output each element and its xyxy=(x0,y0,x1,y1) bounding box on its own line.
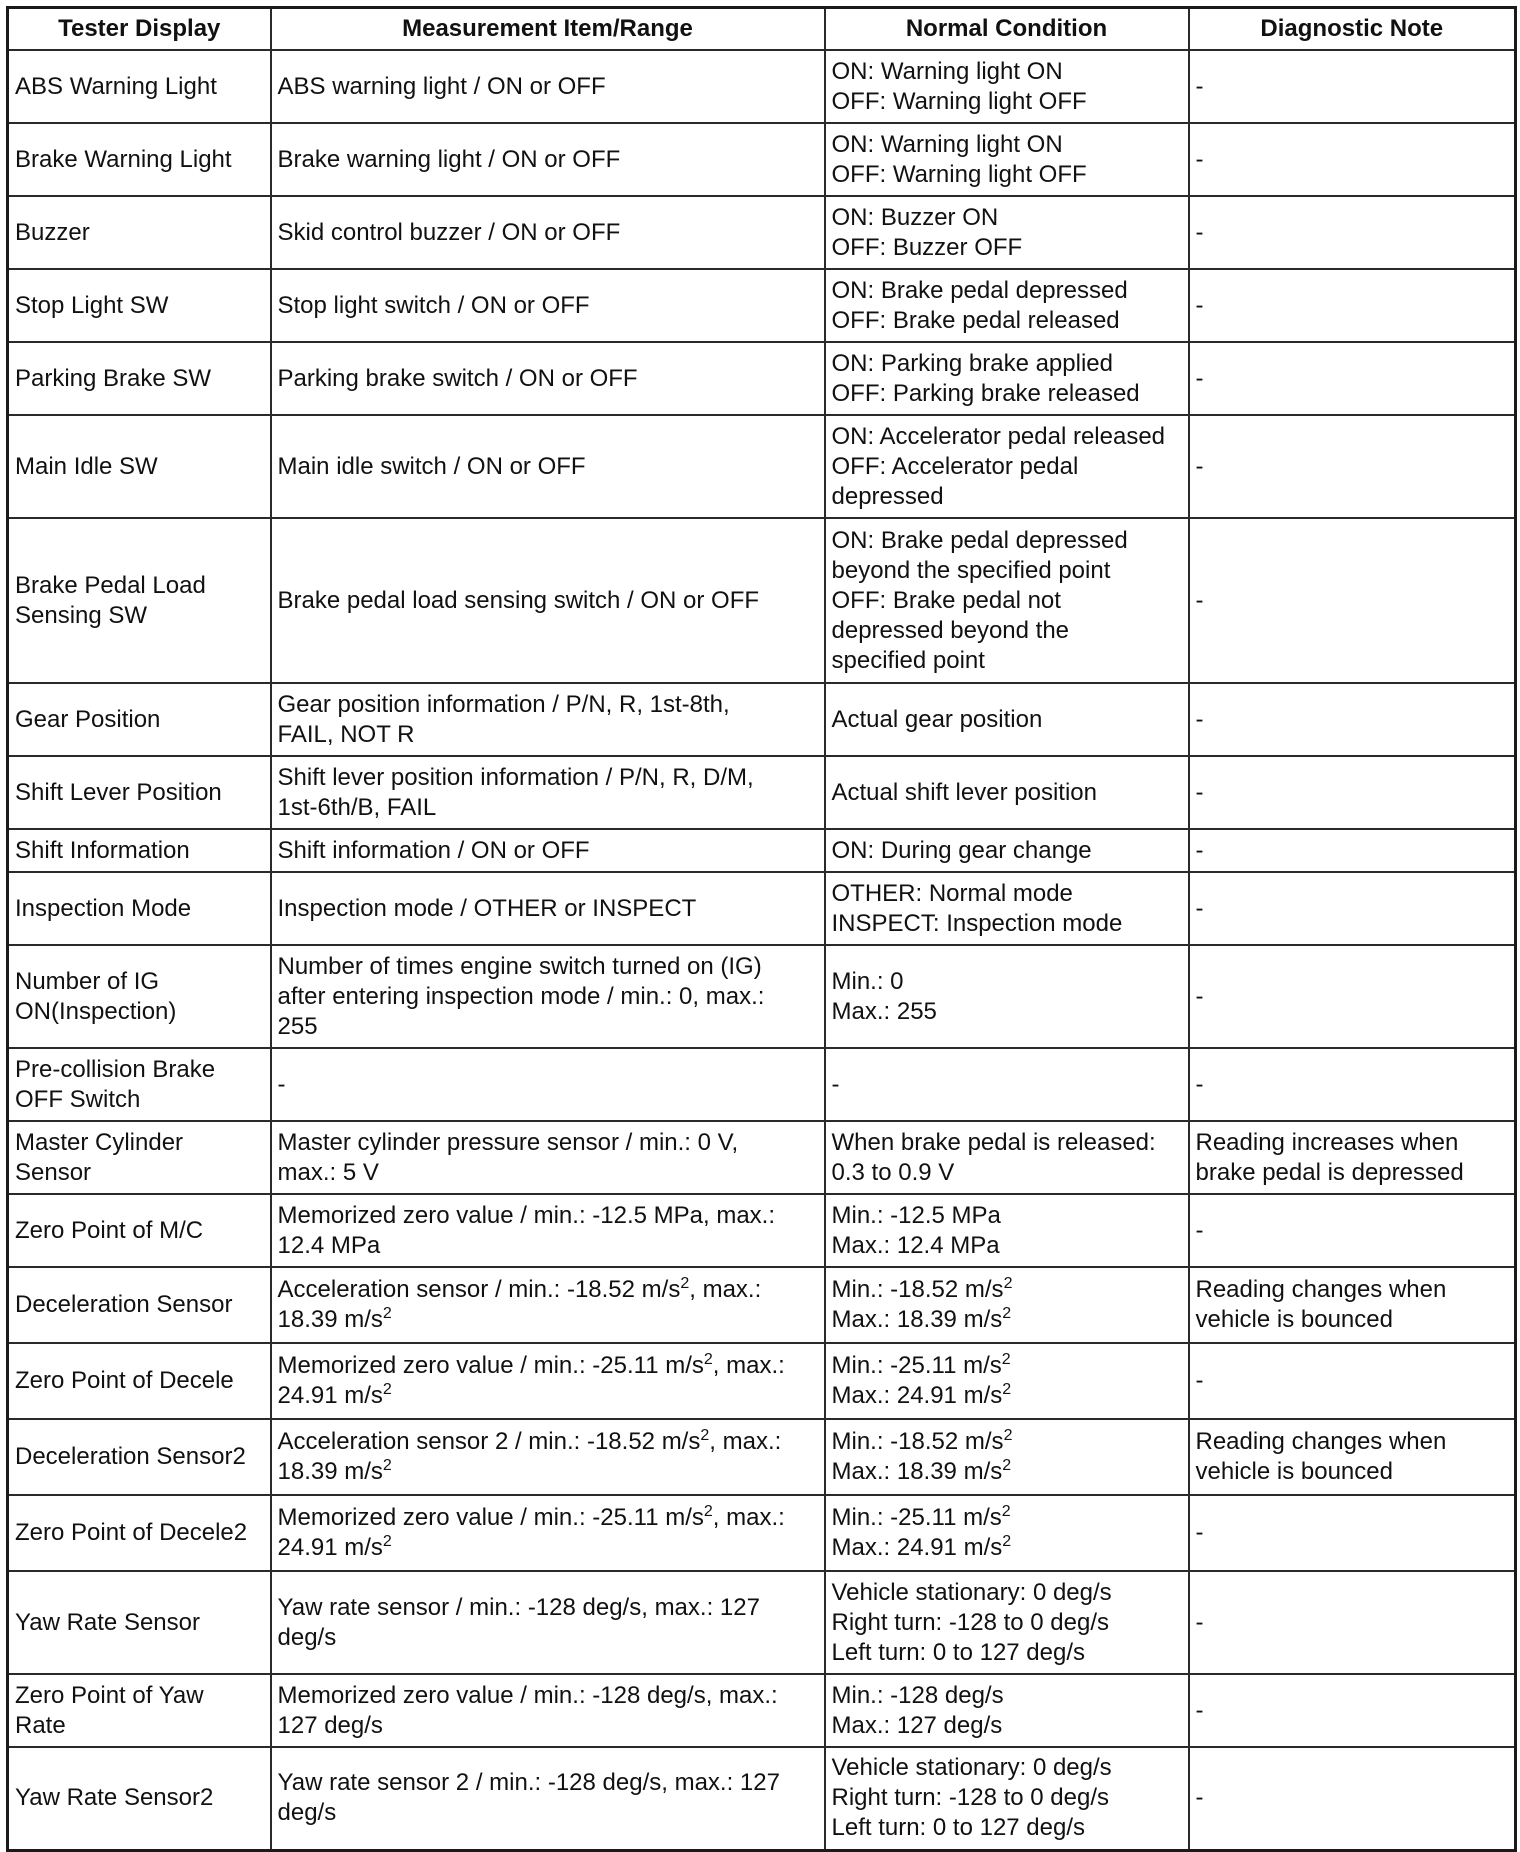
tester-display-cell: Inspection Mode xyxy=(8,872,271,945)
table-row xyxy=(8,1267,1516,1343)
table-row xyxy=(8,196,1516,269)
normal-condition-cell: Min.: -12.5 MPa Max.: 12.4 MPa xyxy=(825,1194,1189,1267)
header-measurement-item: Measurement Item/Range xyxy=(271,8,825,51)
measurement-item-cell: Brake warning light / ON or OFF xyxy=(271,123,825,196)
normal-condition-cell: Actual shift lever position xyxy=(825,756,1189,829)
measurement-item-cell: Main idle switch / ON or OFF xyxy=(271,415,825,518)
table-row xyxy=(8,50,1516,123)
table-row xyxy=(8,1343,1516,1419)
diagnostic-note-cell: - xyxy=(1189,1674,1516,1747)
measurement-item-cell: Gear position information / P/N, R, 1st-8th, FAIL, NOT R xyxy=(271,683,825,756)
table-row xyxy=(8,872,1516,945)
table-row xyxy=(8,1495,1516,1571)
table-row xyxy=(8,756,1516,829)
measurement-item-cell: Shift lever position information / P/N, R, D/M, 1st-6th/B, FAIL xyxy=(271,756,825,829)
data-list-table xyxy=(6,6,1517,1852)
normal-condition-cell: Min.: -18.52 $m/s^2$ Max.: 18.39 $m/s^2$ xyxy=(825,1267,1189,1343)
normal-condition-cell: ON: During gear change xyxy=(825,829,1189,872)
tester-display-cell: Master Cylinder Sensor xyxy=(8,1121,271,1194)
tester-display-cell: Main Idle SW xyxy=(8,415,271,518)
measurement-item-cell: Number of times engine switch turned on (IG) after entering inspection mode / min.: 0, max.: 255 xyxy=(271,945,825,1048)
diagnostic-note-cell: - xyxy=(1189,1747,1516,1850)
diagnostic-note-cell: - xyxy=(1189,1194,1516,1267)
diagnostic-note-cell: - xyxy=(1189,123,1516,196)
normal-condition-cell: ON: Brake pedal depressed OFF: Brake pedal released xyxy=(825,269,1189,342)
tester-display-cell: Deceleration Sensor2 xyxy=(8,1419,271,1495)
normal-condition-cell: OTHER: Normal mode INSPECT: Inspection mode xyxy=(825,872,1189,945)
table-row xyxy=(8,1121,1516,1194)
measurement-item-cell: Acceleration sensor / min.: -18.52 $m/s^2$, max.: 18.39 $m/s^2$ xyxy=(271,1267,825,1343)
diagnostic-note-cell: - xyxy=(1189,1343,1516,1419)
diagnostic-note-cell: - xyxy=(1189,50,1516,123)
diagnostic-note-cell: - xyxy=(1189,872,1516,945)
measurement-item-cell: Stop light switch / ON or OFF xyxy=(271,269,825,342)
normal-condition-cell: Vehicle stationary: 0 deg/s Right turn: -128 to 0 deg/s Left turn: 0 to 127 deg/s xyxy=(825,1747,1189,1850)
measurement-item-cell: Memorized zero value / min.: -25.11 $m/s^2$, max.: 24.91 $m/s^2$ xyxy=(271,1343,825,1419)
measurement-item-cell: Memorized zero value / min.: -12.5 MPa, max.: 12.4 MPa xyxy=(271,1194,825,1267)
table-row xyxy=(8,269,1516,342)
measurement-item-cell: Brake pedal load sensing switch / ON or OFF xyxy=(271,518,825,683)
measurement-item-cell: Parking brake switch / ON or OFF xyxy=(271,342,825,415)
normal-condition-cell: Min.: -25.11 $m/s^2$ Max.: 24.91 $m/s^2$ xyxy=(825,1495,1189,1571)
measurement-item-cell: Skid control buzzer / ON or OFF xyxy=(271,196,825,269)
table-body xyxy=(8,50,1516,1850)
normal-condition-cell: ON: Buzzer ON OFF: Buzzer OFF xyxy=(825,196,1189,269)
tester-display-cell: Shift Lever Position xyxy=(8,756,271,829)
normal-condition-cell: Min.: -128 deg/s Max.: 127 deg/s xyxy=(825,1674,1189,1747)
table-row xyxy=(8,518,1516,683)
diagnostic-note-cell: - xyxy=(1189,1048,1516,1121)
diagnostic-note-cell: - xyxy=(1189,945,1516,1048)
header-normal-condition: Normal Condition xyxy=(825,8,1189,51)
tester-display-cell: Gear Position xyxy=(8,683,271,756)
normal-condition-cell: When brake pedal is released: 0.3 to 0.9 V xyxy=(825,1121,1189,1194)
normal-condition-cell: Actual gear position xyxy=(825,683,1189,756)
measurement-item-cell: Shift information / ON or OFF xyxy=(271,829,825,872)
tester-display-cell: Zero Point of Yaw Rate xyxy=(8,1674,271,1747)
diagnostic-note-cell: - xyxy=(1189,342,1516,415)
diagnostic-note-cell: - xyxy=(1189,1571,1516,1674)
normal-condition-cell: ON: Parking brake applied OFF: Parking brake released xyxy=(825,342,1189,415)
measurement-item-cell: Inspection mode / OTHER or INSPECT xyxy=(271,872,825,945)
measurement-item-cell: ABS warning light / ON or OFF xyxy=(271,50,825,123)
diagnostic-note-cell: Reading changes when vehicle is bounced xyxy=(1189,1419,1516,1495)
table-row xyxy=(8,1048,1516,1121)
tester-display-cell: Buzzer xyxy=(8,196,271,269)
normal-condition-cell: ON: Warning light ON OFF: Warning light OFF xyxy=(825,50,1189,123)
table-row xyxy=(8,123,1516,196)
tester-display-cell: Brake Pedal Load Sensing SW xyxy=(8,518,271,683)
measurement-item-cell: Yaw rate sensor 2 / min.: -128 deg/s, max.: 127 deg/s xyxy=(271,1747,825,1850)
tester-display-cell: Yaw Rate Sensor xyxy=(8,1571,271,1674)
diagnostic-note-cell: - xyxy=(1189,829,1516,872)
tester-display-cell: Shift Information xyxy=(8,829,271,872)
diagnostic-note-cell: Reading increases when brake pedal is depressed xyxy=(1189,1121,1516,1194)
tester-display-cell: Pre-collision Brake OFF Switch xyxy=(8,1048,271,1121)
header-tester-display: Tester Display xyxy=(8,8,271,51)
tester-display-cell: Deceleration Sensor xyxy=(8,1267,271,1343)
normal-condition-cell: ON: Brake pedal depressed beyond the specified point OFF: Brake pedal not depressed beyond the specified point xyxy=(825,518,1189,683)
normal-condition-cell: ON: Warning light ON OFF: Warning light OFF xyxy=(825,123,1189,196)
diagnostic-note-cell: - xyxy=(1189,756,1516,829)
normal-condition-cell: Min.: -25.11 $m/s^2$ Max.: 24.91 $m/s^2$ xyxy=(825,1343,1189,1419)
normal-condition-cell: Min.: -18.52 $m/s^2$ Max.: 18.39 $m/s^2$ xyxy=(825,1419,1189,1495)
measurement-item-cell: Acceleration sensor 2 / min.: -18.52 $m/s^2$, max.: 18.39 $m/s^2$ xyxy=(271,1419,825,1495)
table-row xyxy=(8,945,1516,1048)
tester-display-cell: Zero Point of M/C xyxy=(8,1194,271,1267)
normal-condition-cell: Min.: 0 Max.: 255 xyxy=(825,945,1189,1048)
table-row xyxy=(8,1194,1516,1267)
data-list-table-container xyxy=(6,6,1517,1852)
table-row xyxy=(8,1571,1516,1674)
tester-display-cell: Stop Light SW xyxy=(8,269,271,342)
normal-condition-cell: - xyxy=(825,1048,1189,1121)
header-diagnostic-note: Diagnostic Note xyxy=(1189,8,1516,51)
tester-display-cell: Yaw Rate Sensor2 xyxy=(8,1747,271,1850)
table-row xyxy=(8,829,1516,872)
diagnostic-note-cell: - xyxy=(1189,269,1516,342)
measurement-item-cell: Memorized zero value / min.: -128 deg/s, max.: 127 deg/s xyxy=(271,1674,825,1747)
measurement-item-cell: Yaw rate sensor / min.: -128 deg/s, max.: 127 deg/s xyxy=(271,1571,825,1674)
tester-display-cell: Zero Point of Decele2 xyxy=(8,1495,271,1571)
measurement-item-cell: Memorized zero value / min.: -25.11 $m/s^2$, max.: 24.91 $m/s^2$ xyxy=(271,1495,825,1571)
diagnostic-note-cell: - xyxy=(1189,518,1516,683)
normal-condition-cell: Vehicle stationary: 0 deg/s Right turn: -128 to 0 deg/s Left turn: 0 to 127 deg/s xyxy=(825,1571,1189,1674)
measurement-item-cell: - xyxy=(271,1048,825,1121)
diagnostic-note-cell: - xyxy=(1189,1495,1516,1571)
tester-display-cell: Number of IG ON(Inspection) xyxy=(8,945,271,1048)
table-row xyxy=(8,1674,1516,1747)
tester-display-cell: Parking Brake SW xyxy=(8,342,271,415)
table-header-row xyxy=(8,8,1516,51)
table-row xyxy=(8,1419,1516,1495)
table-row xyxy=(8,683,1516,756)
tester-display-cell: Zero Point of Decele xyxy=(8,1343,271,1419)
table-row xyxy=(8,415,1516,518)
table-row xyxy=(8,1747,1516,1850)
measurement-item-cell: Master cylinder pressure sensor / min.: 0 V, max.: 5 V xyxy=(271,1121,825,1194)
table-row xyxy=(8,342,1516,415)
diagnostic-note-cell: Reading changes when vehicle is bounced xyxy=(1189,1267,1516,1343)
diagnostic-note-cell: - xyxy=(1189,196,1516,269)
tester-display-cell: ABS Warning Light xyxy=(8,50,271,123)
diagnostic-note-cell: - xyxy=(1189,415,1516,518)
diagnostic-note-cell: - xyxy=(1189,683,1516,756)
normal-condition-cell: ON: Accelerator pedal released OFF: Accelerator pedal depressed xyxy=(825,415,1189,518)
tester-display-cell: Brake Warning Light xyxy=(8,123,271,196)
